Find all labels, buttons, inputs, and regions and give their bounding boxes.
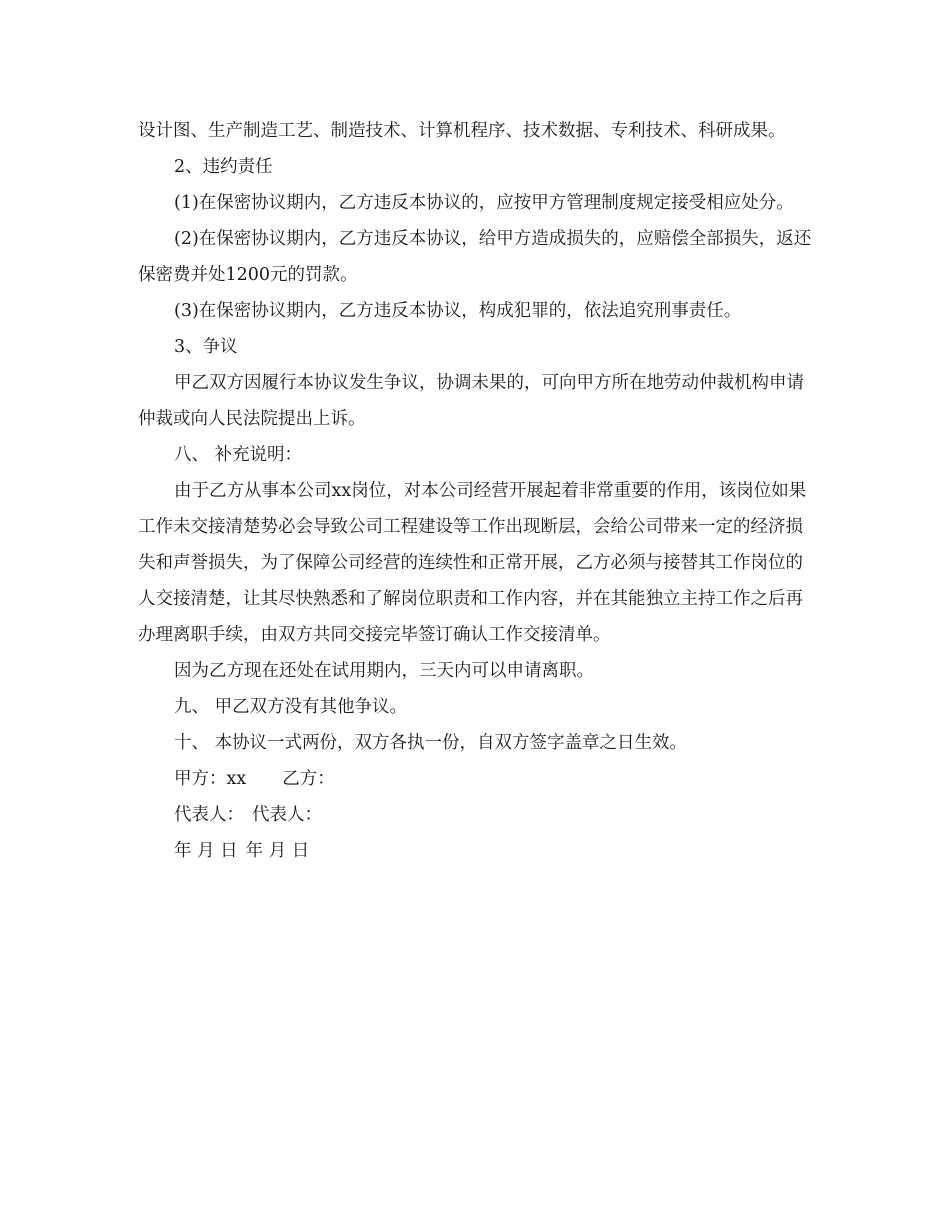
signature-parties-row <box>138 761 818 797</box>
document-body <box>138 113 818 869</box>
heading-breach-liability: 2、违约责任 <box>174 157 273 177</box>
paragraph-probation: 因为乙方现在还处在试用期内，三天内可以申请离职。 <box>174 661 594 681</box>
signature-dates-row <box>138 833 818 869</box>
representative-a-label: 代表人： <box>174 805 244 825</box>
party-a-label: 甲方：xx <box>174 769 247 789</box>
paragraph-breach-3: (3)在保密协议期内，乙方违反本协议，构成犯罪的，依法追究刑事责任。 <box>174 301 742 321</box>
paragraph-supplement: 由于乙方从事本公司xx岗位，对本公司经营开展起着非常重要的作用，该岗位如果工作未交接清楚势必会导致公司工程建设等工作出现断层，会给公司带来一定的经济损失和声誉损失，为了保障公司经营的连续性和正常开展，乙方必须与接替其工作岗位的人交接清楚，让其尽快熟悉和了解岗位职责和工作内容，并在其能独立主持工作之后再办理离职手续，由双方共同交接完毕签订确认工作交接清单。 <box>138 481 807 645</box>
date-b-label: 年 月 日 <box>245 841 310 861</box>
heading-supplement: 八、 补充说明： <box>174 445 303 465</box>
party-b-label: 乙方： <box>282 769 335 789</box>
date-a-label: 年 月 日 <box>174 841 238 861</box>
paragraph-continuation: 设计图、生产制造工艺、制造技术、计算机程序、技术数据、专利技术、科研成果。 <box>138 121 786 141</box>
paragraph-breach-2: (2)在保密协议期内，乙方违反本协议，给甲方造成损失的，应赔偿全部损失，返还保密费并处1200元的罚款。 <box>138 229 812 285</box>
heading-dispute: 3、争议 <box>174 337 238 357</box>
paragraph-dispute: 甲乙双方因履行本协议发生争议，协调未果的，可向甲方所在地劳动仲裁机构申请仲裁或向人民法院提出上诉。 <box>138 373 804 429</box>
paragraph-no-dispute: 九、 甲乙双方没有其他争议。 <box>174 697 408 717</box>
paragraph-effective: 十、 本协议一式两份，双方各执一份，自双方签字盖章之日生效。 <box>174 733 688 753</box>
representative-b-label: 代表人： <box>252 805 322 825</box>
signature-representatives-row <box>138 797 818 833</box>
paragraph-breach-1: (1)在保密协议期内，乙方违反本协议的，应按甲方管理制度规定接受相应处分。 <box>174 193 794 213</box>
